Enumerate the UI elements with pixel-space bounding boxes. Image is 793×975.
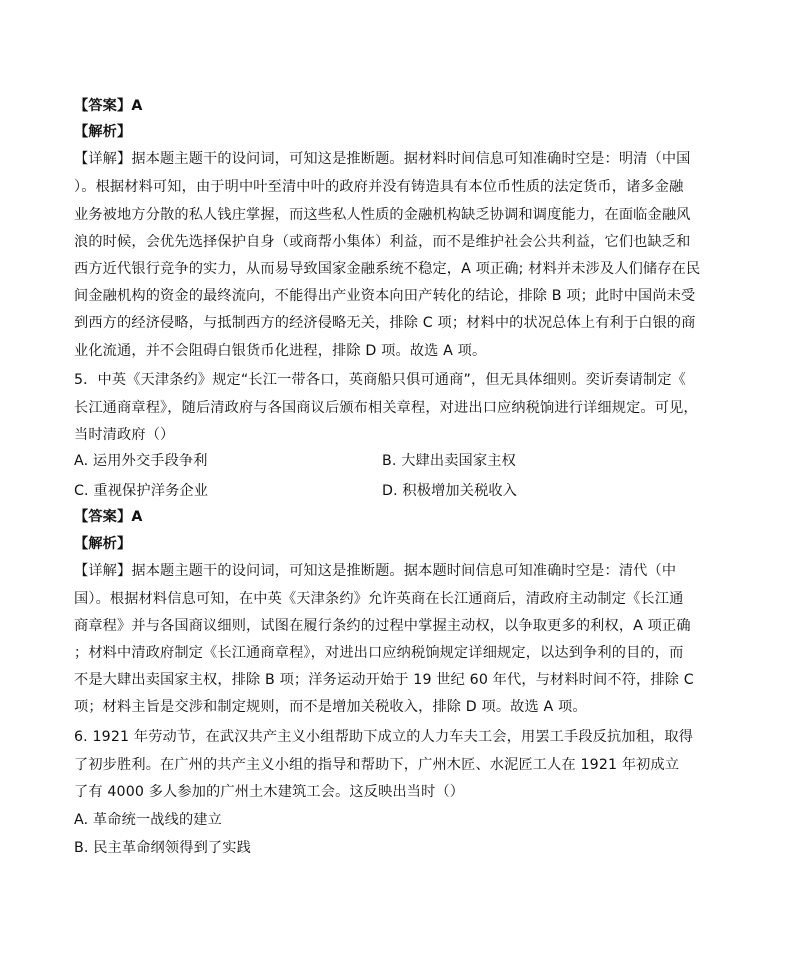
q4-detail-line: 业务被地方分散的私人钱庄掌握，而这些私人性质的金融机构缺乏协调和调度能力，在面临金融风 (74, 207, 691, 223)
q4-detail-line: ）。根据材料可知，由于明中叶至清中叶的政府并没有铸造具有本位币性质的法定货币，诸多金融 (74, 179, 684, 195)
q6-stem-line: 了有 4000 多人参加的广州土木建筑工会。这反映出当时（） (74, 784, 465, 800)
q4-detail-line: 西方近代银行竞争的实力，从而易导致国家金融系统不稳定，A 项正确; 材料并未涉及人们储存在民 (74, 261, 701, 277)
q5-analysis-label: 【解析】 (74, 536, 132, 552)
q5-option-a: A. 运用外交手段争利 (74, 453, 208, 469)
q5-detail-line: 项；材料主旨是交涉和制定规则，而不是增加关税收入，排除 D 项。故选 A 项。 (74, 699, 587, 715)
q6-stem-line: 6. 1921 年劳动节，在武汉共产主义小组帮助下成立的人力车夫工会，用罢工手段反抗加租，取得 (74, 729, 694, 745)
q4-detail-line: 业化流通，并不会阻碍白银货币化进程，排除 D 项。故选 A 项。 (74, 343, 487, 359)
q5-detail-line: 不是大肆出卖国家主权，排除 B 项；洋务运动开始于 19 世纪 60 年代，与材料时间不符，排除 C (74, 672, 694, 688)
q5-stem-line: 当时清政府（） (74, 427, 175, 443)
q5-detail-line: 国）。根据材料信息可知，在中英《天津条约》允许英商在长江通商后，清政府主动制定《长江通 (74, 591, 684, 607)
q4-detail-line: 到西方的经济侵略，与抵制西方的经济侵略无关，排除 C 项；材料中的状况总体上有利于白银的商 (74, 315, 696, 331)
q6-option-a: A. 革命统一战线的建立 (74, 812, 222, 828)
q5-detail-line: 商章程》并与各国商议细则，试图在履行条约的过程中掌握主动权，以争取更多的利权，A 项正确 (74, 618, 691, 634)
q4-analysis-label: 【解析】 (74, 124, 132, 140)
q4-answer: 【答案】A (74, 98, 143, 114)
q4-detail-line: 间金融机构的资金的最终流向，不能得出产业资本向田产转化的结论，排除 B 项；此时中国尚未受 (74, 288, 696, 304)
q5-detail-line: ；材料中清政府制定《长江通商章程》，对进出口应纳税饷规定详细规定，以达到争利的目的，而 (74, 645, 684, 661)
q5-detail-line: 【详解】据本题主题干的设问词，可知这是推断题。据本题时间信息可知准确时空是：清代（中 (74, 563, 677, 579)
q5-answer: 【答案】A (74, 509, 143, 525)
q5-option-d: D. 积极增加关税收入 (382, 483, 518, 499)
q5-option-b: B. 大肆出卖国家主权 (382, 453, 516, 469)
q6-stem-line: 了初步胜利。在广州的共产主义小组的指导和帮助下，广州木匠、水泥匠工人在 1921 年初成立 (74, 757, 680, 773)
q4-detail-line: 【详解】据本题主题干的设问词，可知这是推断题。据材料时间信息可知准确时空是：明清（中国 (74, 151, 691, 167)
q4-detail-line: 浪的时候，会优先选择保护自身（或商帮小集体）利益，而不是维护社会公共利益，它们也缺乏和 (74, 234, 691, 250)
q5-option-c: C. 重视保护洋务企业 (74, 483, 209, 499)
q5-stem-line: 长江通商章程》，随后清政府与各国商议后颁布相关章程，对进出口应纳税饷进行详细规定。可见， (74, 400, 698, 416)
q5-stem-line: 5．中英《天津条约》规定“长江一带各口，英商船只俱可通商”，但无具体细则。奕䜣奏请制定《 (74, 372, 687, 388)
q6-option-b: B. 民主革命纲领得到了实践 (74, 840, 251, 856)
